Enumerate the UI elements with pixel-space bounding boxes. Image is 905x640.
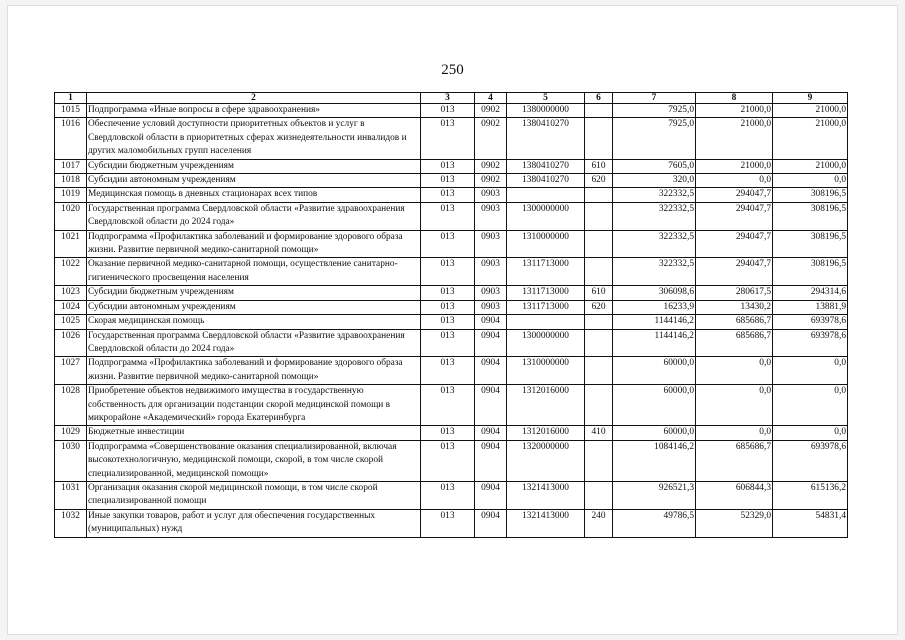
amount-2023-cell: 21000,0 xyxy=(696,159,773,173)
target-article-cell: 1380410270 xyxy=(507,159,585,173)
target-article-cell: 1320000000 xyxy=(507,440,585,481)
expense-type-cell xyxy=(585,357,613,385)
ministry-code-cell: 013 xyxy=(421,230,475,258)
amount-2024-cell: 21000,0 xyxy=(773,159,848,173)
expense-type-cell xyxy=(585,188,613,202)
row-number-cell: 1016 xyxy=(55,118,87,159)
expense-type-cell: 610 xyxy=(585,286,613,300)
table-row xyxy=(55,230,848,258)
ministry-code-cell: 013 xyxy=(421,481,475,509)
row-number-cell: 1017 xyxy=(55,159,87,173)
amount-2024-cell: 21000,0 xyxy=(773,118,848,159)
ministry-code-cell: 013 xyxy=(421,329,475,357)
table-row xyxy=(55,385,848,426)
ministry-code-cell: 013 xyxy=(421,159,475,173)
item-name-cell: Организация оказания скорой медицинской помощи, в том числе скорой специализированной помощи xyxy=(87,481,421,509)
amount-2022-cell: 60000,0 xyxy=(613,385,696,426)
amount-2023-cell: 606844,3 xyxy=(696,481,773,509)
target-article-cell: 1380410270 xyxy=(507,174,585,188)
item-name-cell: Государственная программа Свердловской области «Развитие здравоохранения Свердловской области до 2024 года» xyxy=(87,202,421,230)
expense-type-cell: 620 xyxy=(585,300,613,314)
target-article-cell: 1300000000 xyxy=(507,202,585,230)
amount-2024-cell: 0,0 xyxy=(773,385,848,426)
table-row xyxy=(55,159,848,173)
item-name-cell: Субсидии бюджетным учреждениям xyxy=(87,159,421,173)
section-code-cell: 0902 xyxy=(475,104,507,118)
section-code-cell: 0903 xyxy=(475,258,507,286)
amount-2024-cell: 308196,5 xyxy=(773,230,848,258)
ministry-code-cell: 013 xyxy=(421,509,475,537)
table-row xyxy=(55,315,848,329)
amount-2023-cell: 13430,2 xyxy=(696,300,773,314)
expense-type-cell xyxy=(585,230,613,258)
section-code-cell: 0903 xyxy=(475,230,507,258)
amount-2022-cell: 60000,0 xyxy=(613,357,696,385)
amount-2022-cell: 306098,6 xyxy=(613,286,696,300)
amount-2024-cell: 693978,6 xyxy=(773,440,848,481)
row-number-cell: 1032 xyxy=(55,509,87,537)
expense-type-cell: 620 xyxy=(585,174,613,188)
section-code-cell: 0904 xyxy=(475,426,507,440)
row-number-cell: 1020 xyxy=(55,202,87,230)
target-article-cell: 1312016000 xyxy=(507,385,585,426)
ministry-code-cell: 013 xyxy=(421,188,475,202)
amount-2022-cell: 1084146,2 xyxy=(613,440,696,481)
table-header-row xyxy=(55,93,848,104)
header-cell: 5 xyxy=(507,93,585,104)
section-code-cell: 0904 xyxy=(475,481,507,509)
document-page xyxy=(8,6,897,634)
amount-2024-cell: 0,0 xyxy=(773,426,848,440)
ministry-code-cell: 013 xyxy=(421,385,475,426)
amount-2024-cell: 693978,6 xyxy=(773,315,848,329)
ministry-code-cell: 013 xyxy=(421,118,475,159)
expense-type-cell xyxy=(585,202,613,230)
table-row xyxy=(55,174,848,188)
row-number-cell: 1021 xyxy=(55,230,87,258)
item-name-cell: Субсидии автономным учреждениям xyxy=(87,300,421,314)
row-number-cell: 1028 xyxy=(55,385,87,426)
table-row xyxy=(55,440,848,481)
ministry-code-cell: 013 xyxy=(421,357,475,385)
table-body xyxy=(55,104,848,538)
amount-2023-cell: 0,0 xyxy=(696,426,773,440)
amount-2022-cell: 320,0 xyxy=(613,174,696,188)
item-name-cell: Государственная программа Свердловской области «Развитие здравоохранения Свердловской области до 2024 года» xyxy=(87,329,421,357)
amount-2024-cell: 308196,5 xyxy=(773,202,848,230)
amount-2024-cell: 308196,5 xyxy=(773,188,848,202)
expense-type-cell xyxy=(585,481,613,509)
header-cell: 6 xyxy=(585,93,613,104)
item-name-cell: Субсидии бюджетным учреждениям xyxy=(87,286,421,300)
amount-2022-cell: 322332,5 xyxy=(613,258,696,286)
target-article-cell: 1312016000 xyxy=(507,426,585,440)
amount-2023-cell: 294047,7 xyxy=(696,188,773,202)
ministry-code-cell: 013 xyxy=(421,202,475,230)
header-cell: 8 xyxy=(696,93,773,104)
amount-2022-cell: 7605,0 xyxy=(613,159,696,173)
header-cell: 7 xyxy=(613,93,696,104)
expense-type-cell: 240 xyxy=(585,509,613,537)
item-name-cell: Скорая медицинская помощь xyxy=(87,315,421,329)
amount-2023-cell: 294047,7 xyxy=(696,230,773,258)
amount-2022-cell: 60000,0 xyxy=(613,426,696,440)
table-row xyxy=(55,357,848,385)
row-number-cell: 1018 xyxy=(55,174,87,188)
section-code-cell: 0902 xyxy=(475,174,507,188)
section-code-cell: 0903 xyxy=(475,286,507,300)
target-article-cell: 1311713000 xyxy=(507,286,585,300)
expense-type-cell: 610 xyxy=(585,159,613,173)
table-row xyxy=(55,426,848,440)
expense-type-cell xyxy=(585,329,613,357)
amount-2023-cell: 685686,7 xyxy=(696,315,773,329)
amount-2023-cell: 294047,7 xyxy=(696,258,773,286)
amount-2023-cell: 0,0 xyxy=(696,357,773,385)
amount-2023-cell: 0,0 xyxy=(696,385,773,426)
row-number-cell: 1015 xyxy=(55,104,87,118)
amount-2022-cell: 16233,9 xyxy=(613,300,696,314)
expense-type-cell xyxy=(585,118,613,159)
table-row xyxy=(55,509,848,537)
target-article-cell: 1311713000 xyxy=(507,300,585,314)
ministry-code-cell: 013 xyxy=(421,104,475,118)
amount-2024-cell: 54831,4 xyxy=(773,509,848,537)
expense-type-cell xyxy=(585,440,613,481)
amount-2022-cell: 49786,5 xyxy=(613,509,696,537)
target-article-cell xyxy=(507,315,585,329)
table-row xyxy=(55,286,848,300)
amount-2024-cell: 693978,6 xyxy=(773,329,848,357)
table-row xyxy=(55,202,848,230)
ministry-code-cell: 013 xyxy=(421,426,475,440)
expense-type-cell xyxy=(585,385,613,426)
target-article-cell: 1300000000 xyxy=(507,329,585,357)
row-number-cell: 1024 xyxy=(55,300,87,314)
table-row xyxy=(55,481,848,509)
table-row xyxy=(55,329,848,357)
target-article-cell: 1310000000 xyxy=(507,357,585,385)
section-code-cell: 0903 xyxy=(475,202,507,230)
amount-2024-cell: 615136,2 xyxy=(773,481,848,509)
amount-2022-cell: 322332,5 xyxy=(613,230,696,258)
ministry-code-cell: 013 xyxy=(421,315,475,329)
item-name-cell: Подпрограмма «Профилактика заболеваний и формирование здорового образа жизни. Развитие первичной медико-санитарной помощи» xyxy=(87,357,421,385)
item-name-cell: Оказание первичной медико-санитарной помощи, осуществление санитарно-гигиенического просвещения населения xyxy=(87,258,421,286)
target-article-cell: 1311713000 xyxy=(507,258,585,286)
header-cell: 1 xyxy=(55,93,87,104)
section-code-cell: 0904 xyxy=(475,315,507,329)
ministry-code-cell: 013 xyxy=(421,174,475,188)
target-article-cell: 1380410270 xyxy=(507,118,585,159)
amount-2024-cell: 0,0 xyxy=(773,357,848,385)
header-cell: 9 xyxy=(773,93,848,104)
section-code-cell: 0902 xyxy=(475,159,507,173)
row-number-cell: 1025 xyxy=(55,315,87,329)
expense-type-cell xyxy=(585,258,613,286)
expense-type-cell: 410 xyxy=(585,426,613,440)
item-name-cell: Субсидии автономным учреждениям xyxy=(87,174,421,188)
amount-2023-cell: 294047,7 xyxy=(696,202,773,230)
section-code-cell: 0904 xyxy=(475,385,507,426)
target-article-cell xyxy=(507,188,585,202)
ministry-code-cell: 013 xyxy=(421,300,475,314)
amount-2024-cell: 13881,9 xyxy=(773,300,848,314)
ministry-code-cell: 013 xyxy=(421,440,475,481)
item-name-cell: Бюджетные инвестиции xyxy=(87,426,421,440)
amount-2024-cell: 294314,6 xyxy=(773,286,848,300)
ministry-code-cell: 013 xyxy=(421,286,475,300)
section-code-cell: 0903 xyxy=(475,188,507,202)
section-code-cell: 0904 xyxy=(475,329,507,357)
amount-2023-cell: 685686,7 xyxy=(696,440,773,481)
amount-2023-cell: 52329,0 xyxy=(696,509,773,537)
section-code-cell: 0904 xyxy=(475,357,507,385)
amount-2023-cell: 21000,0 xyxy=(696,104,773,118)
table-row xyxy=(55,258,848,286)
row-number-cell: 1023 xyxy=(55,286,87,300)
expense-type-cell xyxy=(585,104,613,118)
amount-2022-cell: 1144146,2 xyxy=(613,315,696,329)
amount-2022-cell: 1144146,2 xyxy=(613,329,696,357)
section-code-cell: 0903 xyxy=(475,300,507,314)
table-row xyxy=(55,300,848,314)
target-article-cell: 1380000000 xyxy=(507,104,585,118)
amount-2022-cell: 926521,3 xyxy=(613,481,696,509)
row-number-cell: 1022 xyxy=(55,258,87,286)
item-name-cell: Приобретение объектов недвижимого имущества в государственную собственность для организации подстанции скорой медицинской помощи в микрорайоне «Академический» города Екатеринбурга xyxy=(87,385,421,426)
page-number: 250 xyxy=(441,62,464,78)
table-row xyxy=(55,118,848,159)
header-cell: 3 xyxy=(421,93,475,104)
section-code-cell: 0904 xyxy=(475,440,507,481)
section-code-cell: 0902 xyxy=(475,118,507,159)
amount-2024-cell: 0,0 xyxy=(773,174,848,188)
header-cell: 2 xyxy=(87,93,421,104)
item-name-cell: Медицинская помощь в дневных стационарах всех типов xyxy=(87,188,421,202)
item-name-cell: Подпрограмма «Профилактика заболеваний и формирование здорового образа жизни. Развитие первичной медико-санитарной помощи» xyxy=(87,230,421,258)
amount-2022-cell: 7925,0 xyxy=(613,118,696,159)
amount-2024-cell: 21000,0 xyxy=(773,104,848,118)
target-article-cell: 1321413000 xyxy=(507,481,585,509)
amount-2022-cell: 322332,5 xyxy=(613,188,696,202)
header-cell: 4 xyxy=(475,93,507,104)
row-number-cell: 1029 xyxy=(55,426,87,440)
amount-2023-cell: 685686,7 xyxy=(696,329,773,357)
budget-table xyxy=(54,92,848,538)
row-number-cell: 1026 xyxy=(55,329,87,357)
row-number-cell: 1027 xyxy=(55,357,87,385)
ministry-code-cell: 013 xyxy=(421,258,475,286)
row-number-cell: 1030 xyxy=(55,440,87,481)
amount-2023-cell: 0,0 xyxy=(696,174,773,188)
amount-2024-cell: 308196,5 xyxy=(773,258,848,286)
item-name-cell: Иные закупки товаров, работ и услуг для обеспечения государственных (муниципальных) нужд xyxy=(87,509,421,537)
row-number-cell: 1031 xyxy=(55,481,87,509)
target-article-cell: 1321413000 xyxy=(507,509,585,537)
amount-2023-cell: 280617,5 xyxy=(696,286,773,300)
item-name-cell: Подпрограмма «Иные вопросы в сфере здравоохранения» xyxy=(87,104,421,118)
table-row xyxy=(55,104,848,118)
table-row xyxy=(55,188,848,202)
expense-type-cell xyxy=(585,315,613,329)
item-name-cell: Обеспечение условий доступности приоритетных объектов и услуг в Свердловской области в приоритетных сферах жизнедеятельности инвалидов и других маломобильных групп населения xyxy=(87,118,421,159)
section-code-cell: 0904 xyxy=(475,509,507,537)
item-name-cell: Подпрограмма «Совершенствование оказания специализированной, включая высокотехнологичную, медицинской помощи, скорой, в том числе скорой специализированной, медицинской помощи» xyxy=(87,440,421,481)
amount-2023-cell: 21000,0 xyxy=(696,118,773,159)
target-article-cell: 1310000000 xyxy=(507,230,585,258)
row-number-cell: 1019 xyxy=(55,188,87,202)
amount-2022-cell: 7925,0 xyxy=(613,104,696,118)
amount-2022-cell: 322332,5 xyxy=(613,202,696,230)
